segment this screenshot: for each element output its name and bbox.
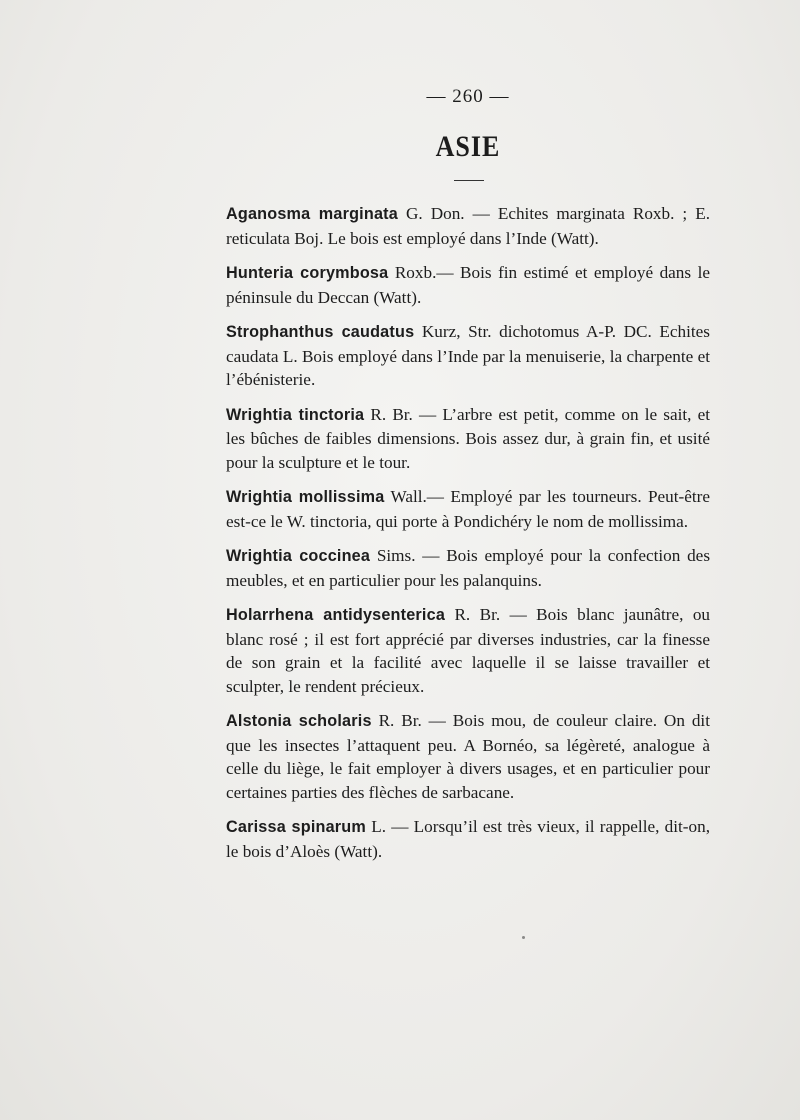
paper-speck	[522, 936, 525, 939]
entry-text: L. — Lorsqu’il est très vieux, il rappelle, dit-on, le bois d’Aloès (Watt).	[226, 817, 710, 861]
entry-strophanthus-caudatus	[226, 320, 710, 392]
page-number: — 260 —	[426, 86, 510, 107]
entry-text: R. Br. — Bois blanc jaunâtre, ou blanc rosé ; il est fort apprécié par diverses industries, car la finesse de son grain et la facilité avec laquelle il se laisse travailler et sculpter, le rendent précieux.	[226, 605, 711, 696]
entry-holarrhena-antidysenterica	[226, 603, 710, 698]
species-name: Hunteria corymbosa	[226, 264, 389, 282]
entry-aganosma-marginata	[226, 202, 710, 250]
section-title: ASIE	[435, 130, 501, 163]
entry-text: G. Don. — Echites marginata Roxb. ; E. reticulata Boj. Le bois est employé dans l’Inde (Watt).	[226, 204, 711, 248]
entry-alstonia-scholaris	[226, 709, 710, 804]
entries-list	[226, 202, 710, 874]
entry-text: Sims. — Bois employé pour la confection des meubles, et en particulier pour les palanquins.	[226, 546, 711, 590]
entry-wrightia-coccinea	[226, 544, 710, 592]
entry-hunteria-corymbosa	[226, 261, 710, 309]
entry-text: Wall.— Employé par les tourneurs. Peut-être est-ce le W. tinctoria, qui porte à Pondichéry le nom de mollissima.	[226, 487, 711, 531]
species-name: Alstonia scholaris	[226, 712, 372, 730]
species-name: Carissa spinarum	[226, 818, 366, 836]
species-name: Wrightia coccinea	[226, 547, 371, 565]
entry-carissa-spinarum	[226, 815, 710, 863]
species-name: Wrightia tinctoria	[226, 405, 365, 424]
entry-wrightia-mollissima	[226, 485, 710, 533]
title-rule	[454, 180, 484, 181]
entry-text: R. Br. — L’arbre est petit, comme on le sait, et les bûches de faibles dimensions. Bois assez dur, à grain fin, et usité pour la sculpture et le tour.	[226, 404, 710, 472]
entry-wrightia-tinctoria	[226, 403, 710, 475]
species-name: Holarrhena antidysenterica	[226, 606, 446, 624]
species-name: Wrightia mollissima	[226, 488, 385, 506]
species-name: Strophanthus caudatus	[226, 323, 415, 341]
entry-text: R. Br. — Bois mou, de couleur claire. On dit que les insectes l’attaquent peu. A Bornéo, sa légèreté, analogue à celle du liège, le fait employer à divers usages, et en particulier pour certaines parties des flèches de sarbacane.	[226, 711, 710, 802]
entry-text: Roxb.— Bois fin estimé et employé dans le péninsule du Deccan (Watt).	[226, 263, 710, 307]
species-name: Aganosma marginata	[226, 205, 398, 223]
entry-text: Kurz, Str. dichotomus A-P. DC. Echites caudata L. Bois employé dans l’Inde par la menuiserie, la charpente et l’ébénisterie.	[226, 322, 710, 389]
